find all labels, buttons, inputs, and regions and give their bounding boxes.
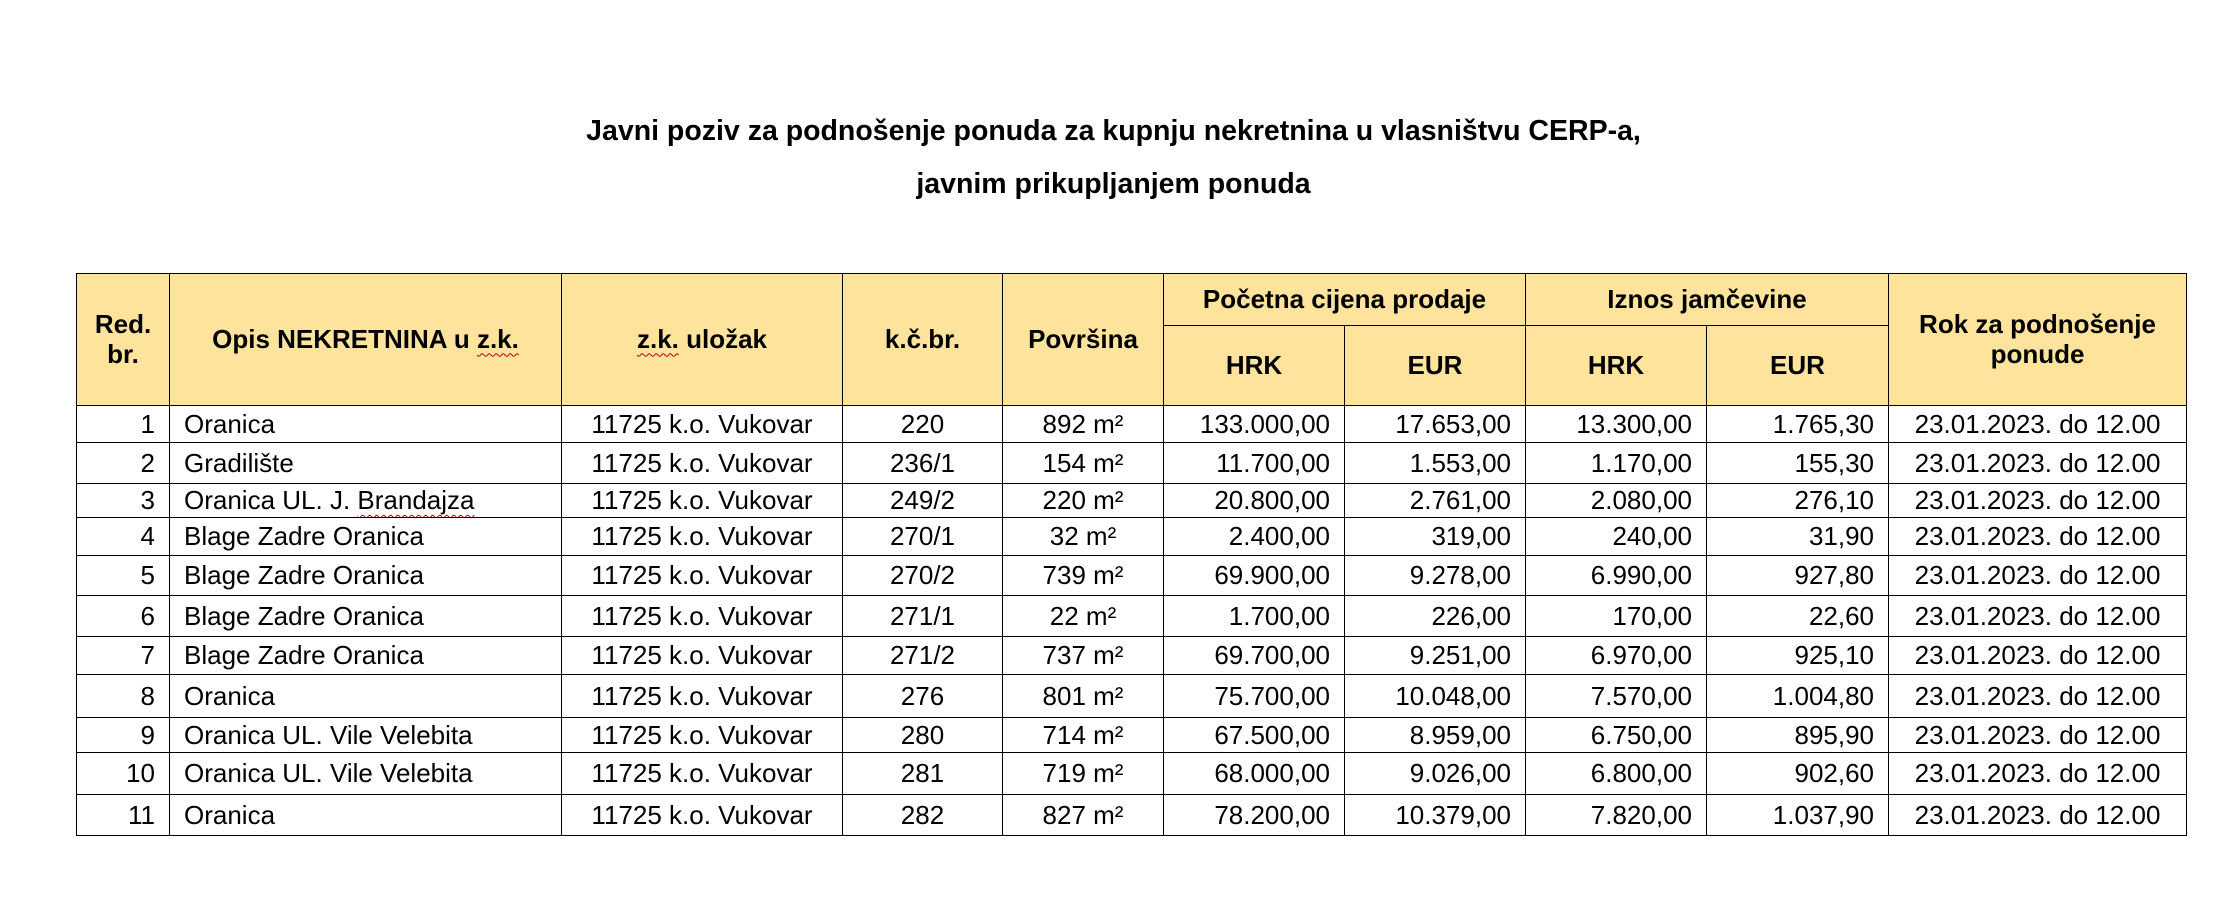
cell-opis: Blage Zadre Oranica [170, 637, 562, 675]
cell-kcbr: 281 [843, 753, 1003, 795]
cell-ulozak: 11725 k.o. Vukovar [562, 443, 843, 484]
cell-jamcevina-hrk: 6.800,00 [1526, 753, 1707, 795]
cell-jamcevina-hrk: 6.750,00 [1526, 718, 1707, 753]
cell-jamcevina-hrk: 7.570,00 [1526, 675, 1707, 718]
cell-povrsina: 719 m² [1003, 753, 1164, 795]
cell-kcbr: 276 [843, 675, 1003, 718]
cell-jamcevina-hrk: 6.970,00 [1526, 637, 1707, 675]
table-row [77, 753, 2187, 795]
cell-red-br: 6 [77, 596, 170, 637]
cell-jamcevina-eur: 895,90 [1707, 718, 1889, 753]
header-iznos-jamcevine: Iznos jamčevine [1526, 274, 1889, 326]
cell-opis: Oranica UL. Vile Velebita [170, 718, 562, 753]
cell-povrsina: 154 m² [1003, 443, 1164, 484]
cell-pocetna-eur: 9.278,00 [1345, 556, 1526, 596]
header-kcbr: k.č.br. [843, 274, 1003, 406]
cell-kcbr: 236/1 [843, 443, 1003, 484]
cell-jamcevina-eur: 1.004,80 [1707, 675, 1889, 718]
header-opis-text: Opis NEKRETNINA u [212, 323, 477, 354]
cell-pocetna-hrk: 69.900,00 [1164, 556, 1345, 596]
cell-pocetna-eur: 17.653,00 [1345, 406, 1526, 443]
cell-povrsina: 801 m² [1003, 675, 1164, 718]
header-rok [1889, 274, 2187, 406]
cell-pocetna-hrk: 68.000,00 [1164, 753, 1345, 795]
cell-rok: 23.01.2023. do 12.00 [1889, 795, 2187, 836]
cell-ulozak: 11725 k.o. Vukovar [562, 795, 843, 836]
cell-jamcevina-eur: 22,60 [1707, 596, 1889, 637]
header-red-br [77, 274, 170, 406]
cell-pocetna-hrk: 11.700,00 [1164, 443, 1345, 484]
cell-ulozak: 11725 k.o. Vukovar [562, 484, 843, 518]
cell-red-br: 5 [77, 556, 170, 596]
header-pocetna-hrk: HRK [1164, 326, 1345, 406]
cell-jamcevina-eur: 31,90 [1707, 518, 1889, 556]
cell-rok: 23.01.2023. do 12.00 [1889, 406, 2187, 443]
cell-ulozak: 11725 k.o. Vukovar [562, 637, 843, 675]
cell-jamcevina-hrk: 170,00 [1526, 596, 1707, 637]
cell-pocetna-eur: 9.026,00 [1345, 753, 1526, 795]
cell-red-br: 10 [77, 753, 170, 795]
cell-pocetna-eur: 1.553,00 [1345, 443, 1526, 484]
table-row [77, 596, 2187, 637]
document-title-line-2: javnim prikupljanjem ponuda [916, 168, 1311, 200]
header-povrsina: Površina [1003, 274, 1164, 406]
cell-kcbr: 249/2 [843, 484, 1003, 518]
cell-ulozak: 11725 k.o. Vukovar [562, 753, 843, 795]
cell-red-br: 9 [77, 718, 170, 753]
cell-pocetna-eur: 8.959,00 [1345, 718, 1526, 753]
header-red-br-line-2: br. [107, 338, 139, 369]
cell-ulozak: 11725 k.o. Vukovar [562, 596, 843, 637]
cell-opis: Blage Zadre Oranica [170, 556, 562, 596]
cell-pocetna-hrk: 1.700,00 [1164, 596, 1345, 637]
cell-povrsina: 22 m² [1003, 596, 1164, 637]
cell-rok: 23.01.2023. do 12.00 [1889, 637, 2187, 675]
cell-red-br: 8 [77, 675, 170, 718]
cell-opis: Oranica [170, 675, 562, 718]
header-rok-line-2: ponude [1990, 338, 2085, 369]
document-title-line-1: Javni poziv za podnošenje ponuda za kupnju nekretnina u vlasništvu CERP-a, [586, 115, 1641, 147]
table-row [77, 795, 2187, 836]
cell-kcbr: 282 [843, 795, 1003, 836]
cell-jamcevina-eur: 155,30 [1707, 443, 1889, 484]
cell-povrsina: 827 m² [1003, 795, 1164, 836]
cell-opis: Oranica [170, 795, 562, 836]
header-jamcevina-eur: EUR [1707, 326, 1889, 406]
cell-jamcevina-hrk: 6.990,00 [1526, 556, 1707, 596]
cell-opis: Blage Zadre Oranica [170, 518, 562, 556]
cell-ulozak: 11725 k.o. Vukovar [562, 406, 843, 443]
cell-ulozak: 11725 k.o. Vukovar [562, 675, 843, 718]
cell-red-br: 7 [77, 637, 170, 675]
cell-jamcevina-hrk: 2.080,00 [1526, 484, 1707, 518]
cell-jamcevina-eur: 1.765,30 [1707, 406, 1889, 443]
cell-pocetna-hrk: 2.400,00 [1164, 518, 1345, 556]
cell-pocetna-hrk: 133.000,00 [1164, 406, 1345, 443]
cell-ulozak: 11725 k.o. Vukovar [562, 718, 843, 753]
cell-rok: 23.01.2023. do 12.00 [1889, 718, 2187, 753]
cell-pocetna-eur: 226,00 [1345, 596, 1526, 637]
table-row [77, 443, 2187, 484]
table-row [77, 484, 2187, 518]
cell-red-br: 1 [77, 406, 170, 443]
cell-pocetna-eur: 10.048,00 [1345, 675, 1526, 718]
cell-pocetna-eur: 9.251,00 [1345, 637, 1526, 675]
cell-jamcevina-hrk: 1.170,00 [1526, 443, 1707, 484]
table-row [77, 518, 2187, 556]
cell-rok: 23.01.2023. do 12.00 [1889, 596, 2187, 637]
cell-kcbr: 280 [843, 718, 1003, 753]
table-row [77, 406, 2187, 443]
cell-ulozak: 11725 k.o. Vukovar [562, 556, 843, 596]
header-pocetna-cijena: Početna cijena prodaje [1164, 274, 1526, 326]
cell-povrsina: 714 m² [1003, 718, 1164, 753]
cell-pocetna-eur: 2.761,00 [1345, 484, 1526, 518]
cell-povrsina: 32 m² [1003, 518, 1164, 556]
table-row [77, 637, 2187, 675]
header-ulozak-text: uložak [678, 323, 768, 354]
cell-povrsina: 739 m² [1003, 556, 1164, 596]
cell-jamcevina-eur: 1.037,90 [1707, 795, 1889, 836]
cell-rok: 23.01.2023. do 12.00 [1889, 675, 2187, 718]
cell-kcbr: 271/2 [843, 637, 1003, 675]
header-zk-abbrev: z.k. [636, 323, 679, 354]
cell-povrsina: 220 m² [1003, 484, 1164, 518]
cell-pocetna-hrk: 78.200,00 [1164, 795, 1345, 836]
cell-opis: Oranica [170, 406, 562, 443]
cell-jamcevina-hrk: 240,00 [1526, 518, 1707, 556]
cell-opis [170, 484, 562, 518]
header-jamcevina-hrk: HRK [1526, 326, 1707, 406]
cell-jamcevina-eur: 927,80 [1707, 556, 1889, 596]
cell-pocetna-hrk: 67.500,00 [1164, 718, 1345, 753]
cell-ulozak: 11725 k.o. Vukovar [562, 518, 843, 556]
cell-povrsina: 892 m² [1003, 406, 1164, 443]
header-pocetna-eur: EUR [1345, 326, 1526, 406]
cell-rok: 23.01.2023. do 12.00 [1889, 443, 2187, 484]
cell-pocetna-eur: 319,00 [1345, 518, 1526, 556]
cell-pocetna-eur: 10.379,00 [1345, 795, 1526, 836]
table-row [77, 556, 2187, 596]
header-zk-ulozak [562, 274, 843, 406]
cell-jamcevina-hrk: 13.300,00 [1526, 406, 1707, 443]
cell-rok: 23.01.2023. do 12.00 [1889, 518, 2187, 556]
cell-red-br: 11 [77, 795, 170, 836]
table-row [77, 718, 2187, 753]
header-red-br-line-1: Red. [94, 308, 152, 339]
header-opis [170, 274, 562, 406]
header-opis-zk: z.k. [476, 323, 519, 354]
cell-kcbr: 270/1 [843, 518, 1003, 556]
cell-rok: 23.01.2023. do 12.00 [1889, 484, 2187, 518]
header-rok-line-1: Rok za podnošenje [1919, 308, 2156, 339]
cell-rok: 23.01.2023. do 12.00 [1889, 556, 2187, 596]
cell-povrsina: 737 m² [1003, 637, 1164, 675]
cell-pocetna-hrk: 20.800,00 [1164, 484, 1345, 518]
cell-red-br: 3 [77, 484, 170, 518]
cell-opis: Oranica UL. Vile Velebita [170, 753, 562, 795]
cell-kcbr: 271/1 [843, 596, 1003, 637]
cell-jamcevina-hrk: 7.820,00 [1526, 795, 1707, 836]
property-table [76, 273, 2187, 836]
cell-pocetna-hrk: 69.700,00 [1164, 637, 1345, 675]
cell-rok: 23.01.2023. do 12.00 [1889, 753, 2187, 795]
table-row [77, 675, 2187, 718]
cell-jamcevina-eur: 276,10 [1707, 484, 1889, 518]
cell-jamcevina-eur: 902,60 [1707, 753, 1889, 795]
cell-opis: Blage Zadre Oranica [170, 596, 562, 637]
cell-kcbr: 270/2 [843, 556, 1003, 596]
cell-kcbr: 220 [843, 406, 1003, 443]
cell-opis-text: Oranica UL. J. [184, 485, 358, 515]
cell-opis-street: Brandajza [357, 485, 475, 515]
cell-opis: Gradilište [170, 443, 562, 484]
cell-red-br: 4 [77, 518, 170, 556]
cell-jamcevina-eur: 925,10 [1707, 637, 1889, 675]
cell-pocetna-hrk: 75.700,00 [1164, 675, 1345, 718]
cell-red-br: 2 [77, 443, 170, 484]
